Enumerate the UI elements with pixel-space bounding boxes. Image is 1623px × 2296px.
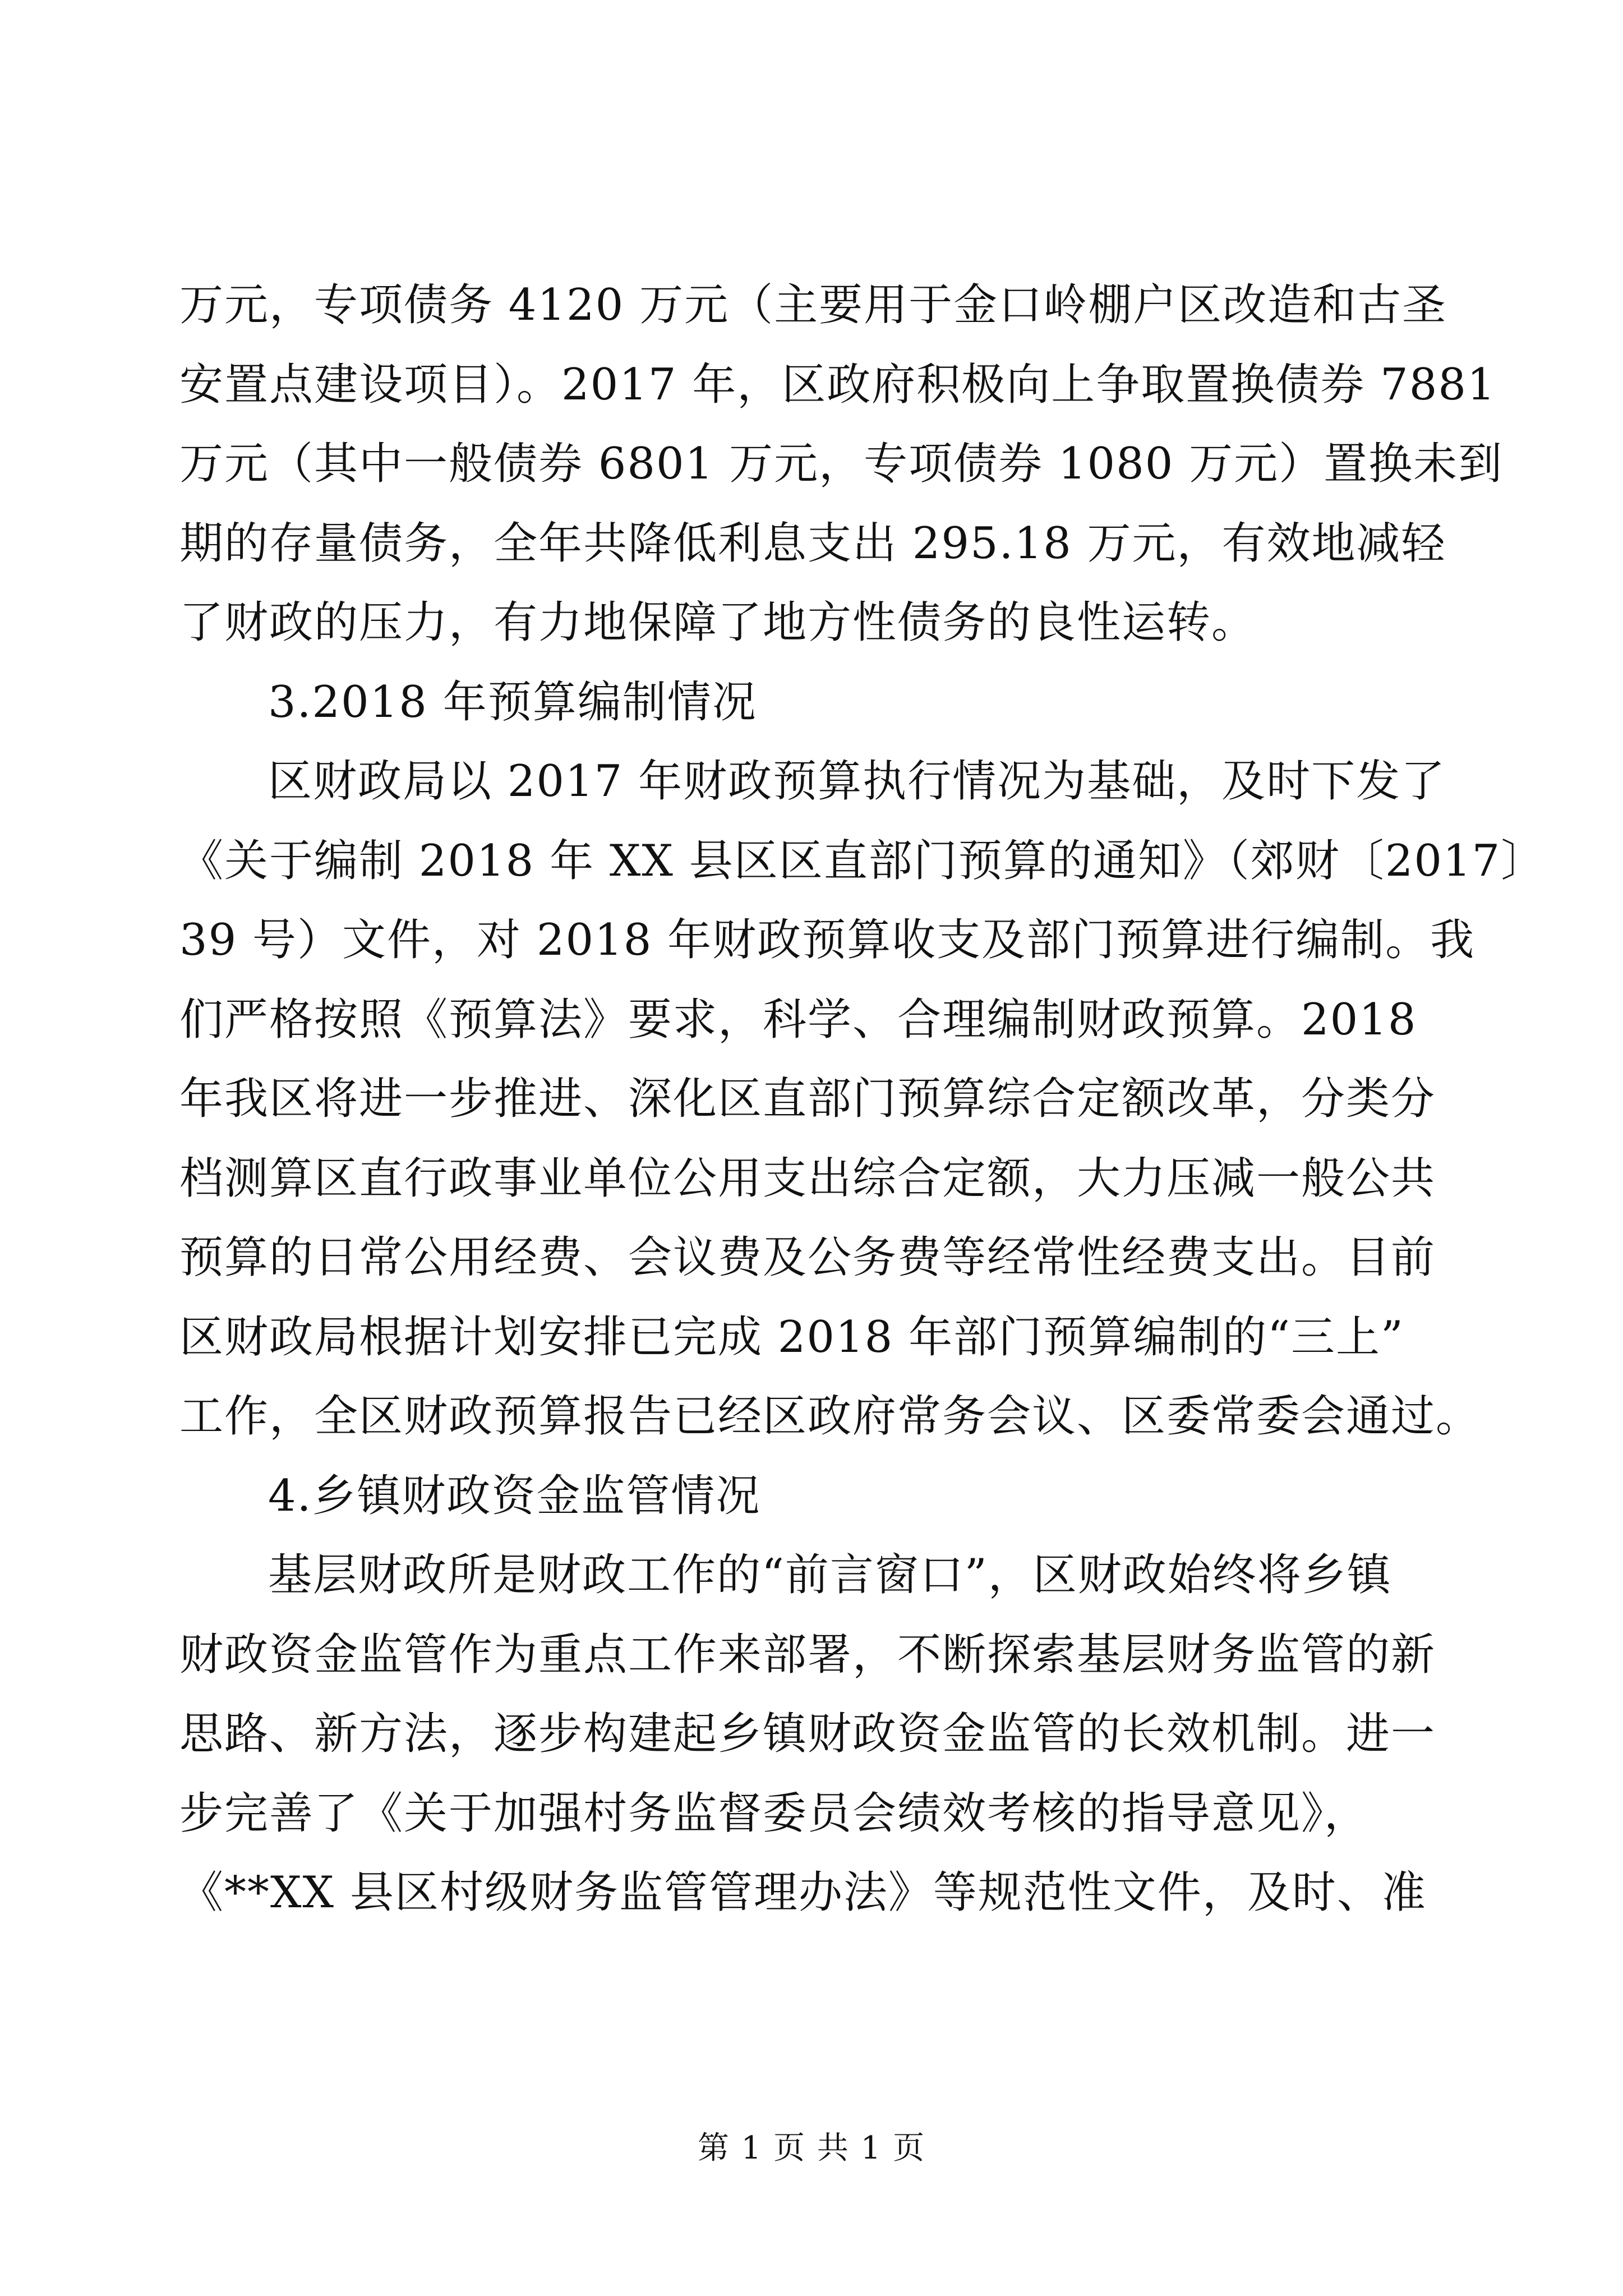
text-line: 预算的日常公用经费、会议费及公务费等经常性经费支出。目前	[179, 1232, 1436, 1283]
text-line: 万元（其中一般债券 6801 万元，专项债券 1080 万元）置换未到	[179, 439, 1504, 489]
text-line: 39 号）文件，对 2018 年财政预算收支及部门预算进行编制。我	[179, 915, 1476, 965]
text-line: 财政资金监管作为重点工作来部署，不断探索基层财务监管的新	[179, 1629, 1436, 1680]
text-line: 年我区将进一步推进、深化区直部门预算综合定额改革，分类分	[179, 1074, 1436, 1124]
text-line: 了财政的压力，有力地保障了地方性债务的良性运转。	[179, 597, 1257, 648]
text-line: 安置点建设项目）。2017 年，区政府积极向上争取置换债券 7881	[179, 359, 1496, 410]
text-line: 区财政局根据计划安排已完成 2018 年部门预算编制的“三上”	[179, 1312, 1404, 1363]
text-line: 工作，全区财政预算报告已经区政府常务会议、区委常委会通过。	[179, 1391, 1481, 1442]
section-heading: 3.2018 年预算编制情况	[268, 677, 757, 728]
text-line: 基层财政所是财政工作的“前言窗口”，区财政始终将乡镇	[268, 1550, 1392, 1600]
page-number-footer: 第 1 页 共 1 页	[697, 2130, 926, 2166]
text-line: 《**XX 县区村级财务监管管理办法》等规范性文件，及时、准	[179, 1867, 1427, 1918]
section-heading: 4.乡镇财政资金监管情况	[268, 1470, 761, 1521]
text-line: 万元，专项债务 4120 万元（主要用于金口岭棚户区改造和古圣	[179, 280, 1447, 330]
text-line: 思路、新方法，逐步构建起乡镇财政资金监管的长效机制。进一	[179, 1709, 1436, 1759]
text-line: 档测算区直行政事业单位公用支出综合定额，大力压减一般公共	[179, 1153, 1436, 1204]
text-line: 期的存量债务，全年共降低利息支出 295.18 万元，有效地减轻	[179, 518, 1446, 569]
text-line: 《关于编制 2018 年 XX 县区区直部门预算的通知》（郊财〔2017〕	[179, 835, 1546, 886]
text-line: 区财政局以 2017 年财政预算执行情况为基础，及时下发了	[268, 756, 1446, 807]
document-body	[179, 266, 1546, 1933]
text-line: 们严格按照《预算法》要求，科学、合理编制财政预算。2018	[179, 994, 1417, 1045]
text-line: 步完善了《关于加强村务监督委员会绩效考核的指导意见》，	[179, 1788, 1370, 1839]
